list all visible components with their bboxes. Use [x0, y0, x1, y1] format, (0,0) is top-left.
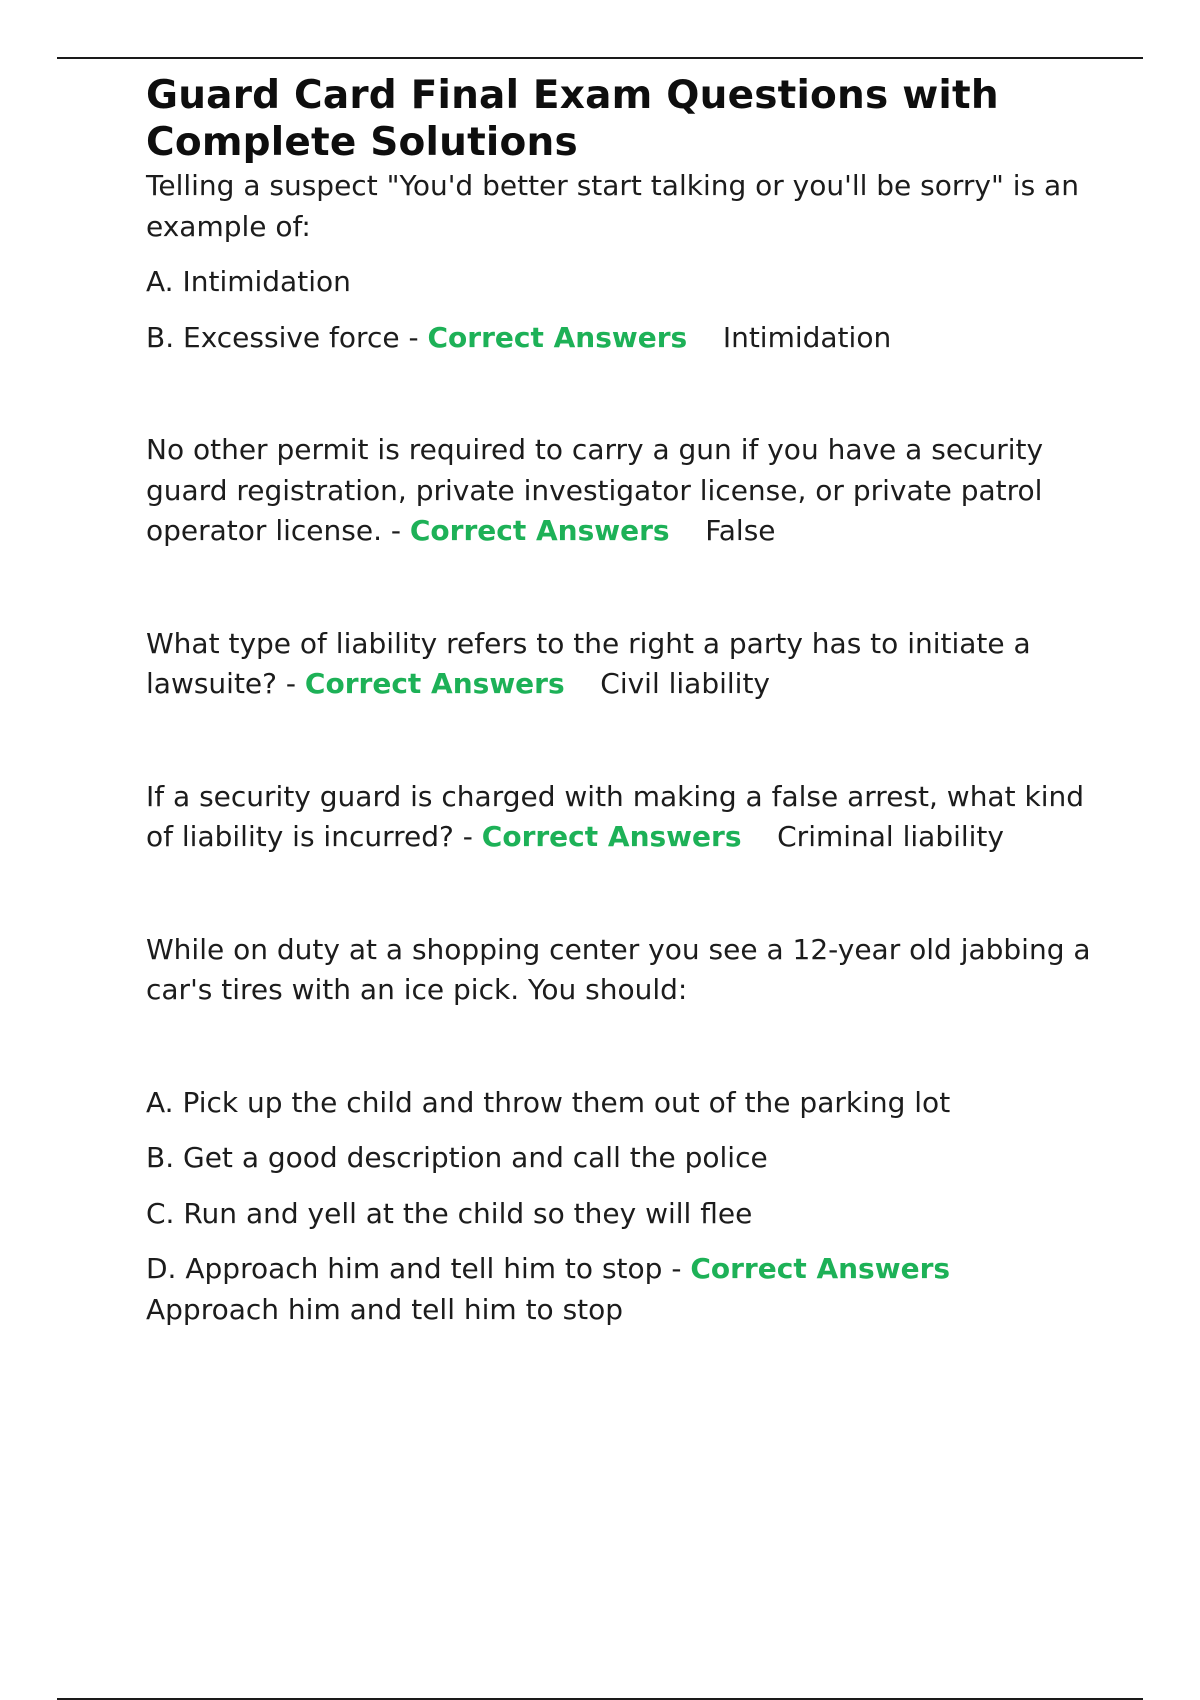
document-body: [146, 72, 1106, 1330]
correct-answers-label: Correct Answers: [304, 667, 565, 700]
question-3-answer: Civil liability: [600, 667, 771, 700]
top-rule: [57, 57, 1143, 59]
question-3-question: What type of liability refers to the right a party has to initiate a lawsuite? -: [146, 626, 1040, 700]
question-4-question: If a security guard is charged with making a false arrest, what kind of liability is incurred? -: [146, 779, 1093, 853]
question-1-option-a: A. Intimidation: [146, 265, 351, 298]
question-5-option-d: [146, 1249, 1106, 1330]
correct-answers-label: Correct Answers: [409, 514, 670, 547]
question-5-option-a: A. Pick up the child and throw them out of the parking lot: [146, 1085, 951, 1119]
question-1-option-b: [146, 318, 1106, 359]
question-5-option-d-text: D. Approach him and tell him to stop -: [146, 1252, 691, 1285]
question-5-answer: Approach him and tell him to stop: [146, 1292, 624, 1326]
question-1-answer: Intimidation: [722, 320, 892, 354]
correct-answers-label: Correct Answers: [427, 320, 688, 354]
question-5-text: While on duty at a shopping center you see a 12-year old jabbing a car's tires with an ice pick. You should:: [146, 932, 1100, 1006]
question-4-answer: Criminal liability: [777, 820, 1004, 853]
question-2-answer: False: [705, 514, 776, 547]
question-5-option-c: C. Run and yell at the child so they will flee: [146, 1196, 753, 1230]
question-1-text: Telling a suspect "You'd better start talking or you'll be sorry" is an example of:: [146, 169, 1088, 243]
question-3-text: [146, 624, 1106, 705]
correct-answers-label: Correct Answers: [481, 820, 742, 853]
question-2-text: [146, 430, 1106, 552]
question-1-option-b-text: B. Excessive force -: [146, 320, 428, 354]
question-5-option-b: B. Get a good description and call the police: [146, 1141, 768, 1174]
document-title: Guard Card Final Exam Questions with Complete Solutions: [146, 73, 999, 165]
question-2-question: No other permit is required to carry a gun if you have a security guard registration, private investigator license, or private patrol operator license. -: [146, 433, 1052, 547]
question-4-text: [146, 777, 1106, 858]
correct-answers-label: Correct Answers: [690, 1252, 951, 1285]
